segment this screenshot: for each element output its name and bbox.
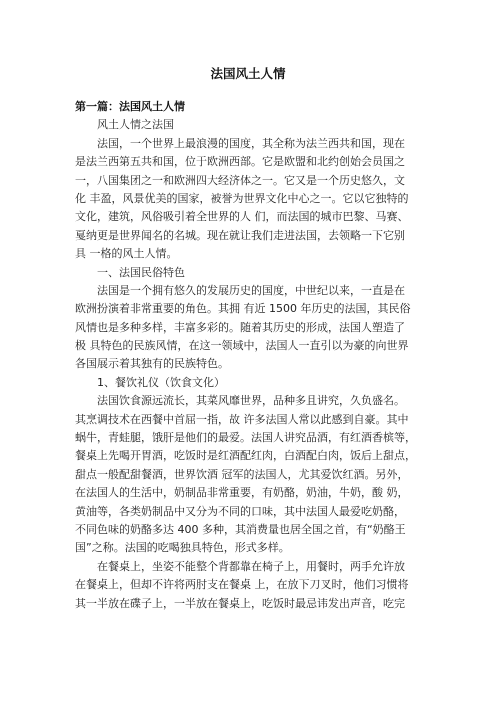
section-heading: 第一篇：法国风土人情 xyxy=(75,100,185,113)
paragraph-line: 文化，建筑，风俗吸引着全世界的人 们，而法国的城市巴黎、马赛、 xyxy=(75,210,409,224)
paragraph-line: 不同色味的奶酪多达 400 多种，其消费量也居全国之首，有“奶酪王 xyxy=(75,522,406,536)
paragraph-line: 甜点一般配甜餐酒，世界饮酒 冠军的法国人，尤其爱饮红酒。另外， xyxy=(75,467,409,481)
paragraph-line: 极 具特色的民族风情，在这一领域中，法国人一直引以为豪的向世界 xyxy=(75,339,409,353)
paragraph-line: 在法国人的生活中，奶制品非常重要，有奶酪，奶油，牛奶，酸 奶， xyxy=(75,486,409,500)
paragraph-line: 一，八国集团之一和欧洲四大经济体之一。它又是一个历史悠久，文 xyxy=(75,173,405,187)
paragraph-line: 法国饮食源远流长，其菜风靡世界，品种多且讲究，久负盛名。 xyxy=(97,394,405,408)
paragraph-line: 欧洲扮演着非常重要的角色。其拥 有近 1500 年历史的法国，其民俗 xyxy=(75,302,411,316)
paragraph-line: 在餐桌上，坐姿不能整个背都靠在椅子上，用餐时，两手允许放 xyxy=(97,559,405,573)
paragraph-line: 黄油等，各类奶制品中又分为不同的口味，其中法国人最爱吃奶酪， xyxy=(75,504,405,518)
paragraph-line: 风情也是多种多样，丰富多彩的。随着其历史的形成，法国人塑造了 xyxy=(75,320,405,334)
paragraph-line: 餐桌上先喝开胃酒，吃饭时是红酒配红肉，白酒配白肉，饭后上甜点， xyxy=(75,449,416,463)
paragraph-line: 国”之称。法国的吃喝独具特色，形式多样。 xyxy=(75,541,290,555)
paragraph-line: 具 一格的风土人情。 xyxy=(75,247,178,261)
paragraph-line: 其一半放在碟子上，一半放在餐桌上，吃饭时最忌讳发出声音，吃完 xyxy=(75,596,405,610)
paragraph-line: 法国是一个拥有悠久的发展历史的国度，中世纪以来，一直是在 xyxy=(97,283,405,297)
paragraph-line: 是法兰西第五共和国，位于欧洲西部。它是欧盟和北约创始会员国之 xyxy=(75,155,405,169)
paragraph-line: 法国，一个世界上最浪漫的国度，其全称为法兰西共和国，现在 xyxy=(97,136,405,150)
document-body xyxy=(75,98,425,613)
paragraph-line: 化 丰盈，风景优美的国家，被誉为世界文化中心之一。它以它独特的 xyxy=(75,191,409,205)
paragraph-line: 戛纳更是世界闻名的名城。现在就让我们走进法国，去领略一下它别 xyxy=(75,228,405,242)
paragraph-line: 各国展示着其独有的民族特色。 xyxy=(75,357,229,371)
paragraph-line: 蜗牛，青蛙腿，饿肝是他们的最爱。法国人讲究品酒，有红酒香槟等， xyxy=(75,431,416,445)
document-title: 法国风土人情 xyxy=(210,66,286,81)
paragraph-line: 其烹调技术在西餐中首屈一指，故 许多法国人常以此感到自豪。其中 xyxy=(75,412,409,426)
paragraph-line: 在餐桌上，但却不许将两肘支在餐桌 上，在放下刀叉时，他们习惯将 xyxy=(75,578,409,592)
subheading-line: 一、法国民俗特色 xyxy=(97,265,185,279)
subheading-line: 1、餐饮礼仪（饮食文化） xyxy=(97,375,225,389)
paragraph-line: 风土人情之法国 xyxy=(97,118,174,132)
